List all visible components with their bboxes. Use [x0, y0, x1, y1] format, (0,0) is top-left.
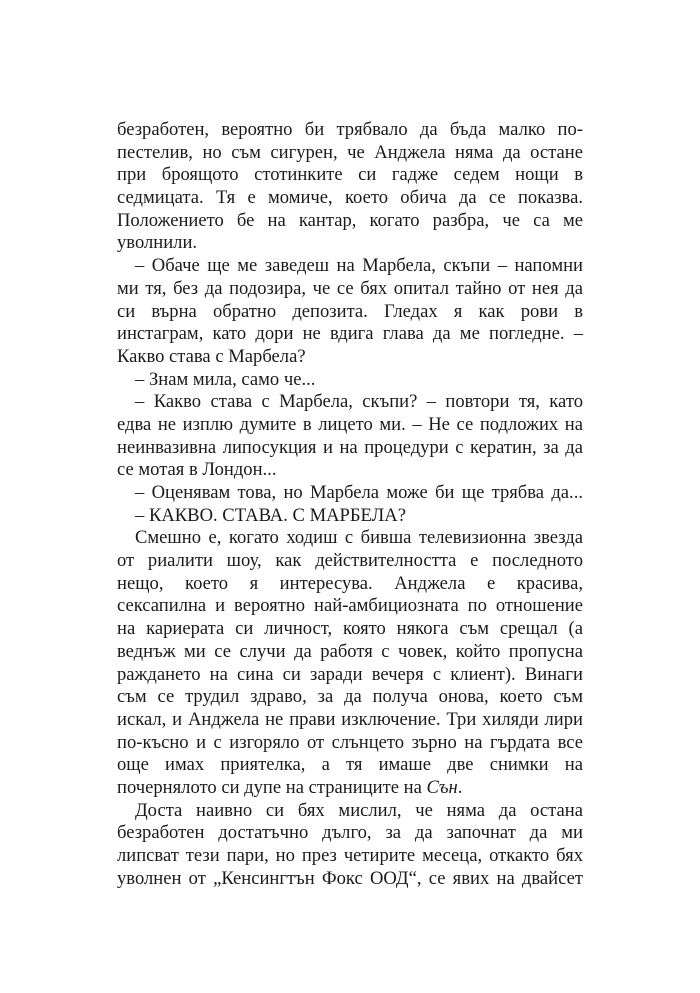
text-line: [117, 301, 583, 324]
line-text: едва не изплю думите в лицето ми. – Не се подложих на: [117, 413, 583, 435]
text-line: [117, 210, 583, 233]
line-text: по-късно и с изгоряло от слънцето зърно на гърдата все: [117, 731, 583, 753]
text-line: [117, 527, 583, 550]
text-line: [117, 414, 583, 437]
line-text: още имах приятелка, а тя имаше две снимки на: [117, 754, 583, 776]
text-line: [117, 459, 583, 482]
text-line: [117, 482, 583, 505]
text-line: [117, 709, 583, 732]
line-text: уволнен от „Кенсингтън Фокс ООД“, се явих на двайсет: [117, 867, 583, 889]
text-line: [117, 641, 583, 664]
text-line: [117, 732, 583, 755]
line-text: безработен, вероятно би трябвало да бъда малко по-: [117, 119, 583, 140]
line-text: Доста наивно си бях мислил, че няма да остана: [135, 799, 583, 821]
line-text: пестелив, но съм сигурен, че Анджела няма да остане: [117, 141, 583, 163]
line-text: – КАКВО. СТАВА. С МАРБЕЛА?: [135, 504, 406, 526]
line-text: липсват тези пари, но през четирите месеца, откакто бях: [117, 845, 583, 866]
text-line: [117, 822, 583, 845]
line-text: – Оценявам това, но Марбела може би ще трябва да...: [135, 482, 583, 503]
line-text: инстаграм, като дори не вдига глава да ме погледне. –: [117, 323, 583, 345]
line-text: неинвазивна липосукция и на процедури с кератин, за да: [117, 436, 583, 458]
text-line: [117, 323, 583, 346]
text-line: [117, 119, 583, 142]
text-line: [117, 346, 583, 369]
line-text: от риалити шоу, как действителността е последното: [117, 550, 583, 572]
line-text: раждането на сина си заради вечеря с клиент). Винаги: [117, 663, 583, 685]
text-line: [117, 686, 583, 709]
text-line: [117, 437, 583, 460]
line-text: Какво става с Марбела?: [117, 345, 306, 367]
line-text: си върна обратно депозита. Гледах я как рови в: [117, 300, 583, 322]
text-line: [117, 278, 583, 301]
line-text: нещо, което я интересува. Анджела е красива,: [117, 572, 583, 594]
text-line: [117, 255, 583, 278]
text-line: [117, 573, 583, 596]
text-line: [117, 845, 583, 868]
line-text: Смешно е, когато ходиш с бивша телевизионна звезда: [135, 527, 583, 549]
text-line: [117, 369, 583, 392]
text-line: [117, 618, 583, 641]
text-line: [117, 800, 583, 823]
line-text: ми тя, без да подозира, че се бях опитал тайно от нея да: [117, 277, 583, 299]
line-text: се мотая в Лондон...: [117, 459, 277, 481]
line-text: Положението бе на кантар, когато разбра, че са ме: [117, 209, 583, 231]
line-text: – Знам мила, само че...: [135, 368, 316, 390]
line-text: при броящото стотинките си гадже седем нощи в: [117, 164, 583, 186]
text-line: [117, 664, 583, 687]
line-text: на кариерата си личност, която някога съм срещал (а: [117, 618, 583, 640]
line-text: искал, и Анджела не прави изключение. Три хиляди лири: [117, 708, 583, 730]
line-tail: .: [457, 776, 463, 798]
line-text: съм се трудил здраво, за да получа онова, което съм: [117, 686, 583, 708]
text-line: [117, 754, 583, 777]
text-line: [117, 142, 583, 165]
line-text: уволнили.: [117, 232, 198, 254]
line-text: – Обаче ще ме заведеш на Марбела, скъпи – напомни: [135, 255, 583, 277]
text-line: [117, 232, 583, 255]
book-page-text: [117, 119, 583, 890]
text-line: [117, 187, 583, 210]
text-line: [117, 550, 583, 573]
line-text: сексапилна и вероятно най-амбициозната по отношение: [117, 595, 583, 617]
line-text: седмицата. Тя е момиче, което обича да се показва.: [117, 187, 583, 209]
italic-title: Сън: [426, 776, 458, 798]
line-text: – Какво става с Марбела, скъпи? – повтори тя, като: [135, 391, 583, 413]
text-line: [117, 391, 583, 414]
line-text: безработен достатъчно дълго, за да започнат да ми: [117, 822, 583, 844]
text-line: [117, 595, 583, 618]
text-line: [117, 868, 583, 891]
text-line: [117, 505, 583, 528]
text-line: [117, 164, 583, 187]
text-line: [117, 777, 583, 800]
line-text: почернялото си дупе на страниците на: [117, 776, 427, 798]
line-text: веднъж ми се случи да работя с човек, който пропусна: [117, 640, 583, 662]
